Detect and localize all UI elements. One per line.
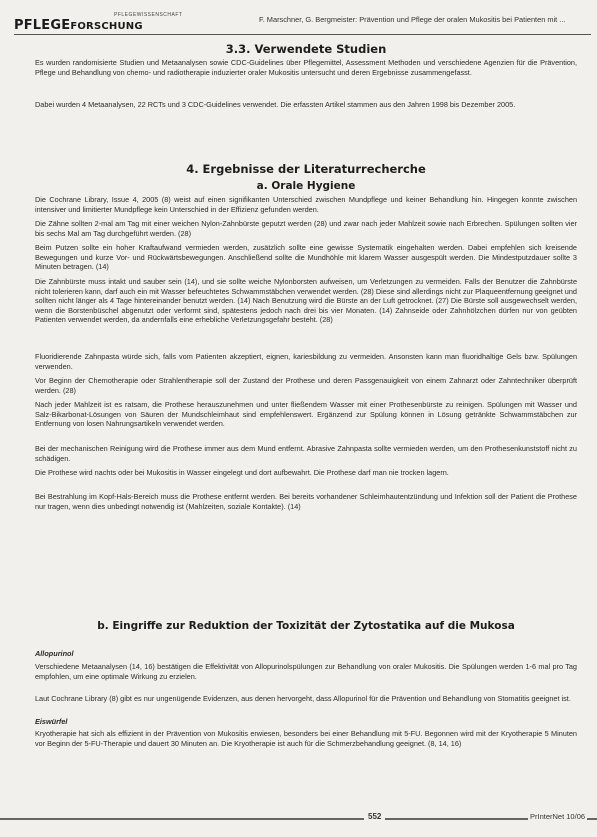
logo-tagline: PFLEGEWISSENSCHAFT	[114, 12, 183, 18]
paragraph: Beim Putzen sollte ein hoher Kraftaufwand vermieden werden, zusätzlich sollte eine gewisse Systematik eingehalten werden. Dabei empfehlen sich kreisende Bewegungen und kurze Vor- und Rückwärtsbewegungen. Anschließend sollte die Mundhöhle mit klarem Wasser ausgespült werden. Die Mindestputzdauer sollte 3 Minuten betragen. (14)	[35, 243, 577, 272]
paragraph: Die Zahnbürste muss intakt und sauber sein (14), und sie sollte weiche Nylonborsten aufweisen, um Verletzungen zu vermeiden. Falls der Benutzer die Zahnbürste nicht tolerieren kann, darf auch ein mit Wasser befeuchtetes Schwammstäbchen verwendet werden. (28) Diese sind allerdings nicht zur Plaqueentfernung geeignet und sollten nicht länger als 4 Tage hintereinander benutzt werden. (14) Nach Benutzung wird die Bürste an der Luft getrocknet. (27) Die Bürste soll ausgewechselt werden, wenn die Borstenbüschel abgenutzt oder verformt sind, spätestens jedoch nach drei bis vier Monaten. (14) Zahnseide oder Zahnhölzchen dürfen nur von geübten Patienten verwendet werden, da andernfalls eine erhebliche Verletzungsgefahr besteht. (28)	[35, 277, 577, 325]
section-3-3-heading: 3.3. Verwendete Studien	[225, 42, 387, 56]
journal-logo	[14, 18, 143, 33]
paragraph: Fluoridierende Zahnpasta würde sich, falls vom Patienten akzeptiert, eignen, kariesbildung zu vermeiden. Ansonsten kann man fluoridhaltige Gels bzw. Spülungen verwenden.	[35, 352, 577, 371]
running-title: F. Marschner, G. Bergmeister: Prävention und Pflege der oralen Mukositis bei Patienten mit ...	[259, 15, 566, 24]
paragraph: Die Zähne sollten 2-mal am Tag mit einer weichen Nylon-Zahnbürste geputzt werden (28) und zwar nach jeder Mahlzeit sowie nach Erbrechen. Spülungen sollten vier bis sechs Mal am Tag durchgeführt werden. (28)	[35, 219, 577, 238]
eiswuerfel-label: Eiswürfel	[35, 717, 68, 726]
eiswuerfel-paragraph: Kryotherapie hat sich als effizient in der Prävention von Mukositis erwiesen, besonders bei einer Behandlung mit 5-FU. Begonnen wird mit der Kryotherapie 5 Minuten vor Beginn der 5-FU-Therapie und dauert 30 Minuten an. Die Kryotherapie ist auch für die Schmerzbehandlung geeignet. (8, 14, 16)	[35, 729, 577, 748]
subsection-b-heading: b. Eingriffe zur Reduktion der Toxizität der Zytostatika auf die Mukosa	[97, 620, 515, 632]
allopurinol-paragraph-2: Laut Cochrane Library (8) gibt es nur ungenügende Evidenzen, aus denen hervorgeht, dass Allopurinol für die Prävention und Behandlung von Stomatitis geeignet ist.	[35, 694, 571, 703]
paragraph: Nach jeder Mahlzeit ist es ratsam, die Prothese herauszunehmen und unter fließendem Wasser mit einer Prothesenbürste zu reinigen. Spülungen mit Wasser und Salz-Bikarbonat-Lösungen von Säuren der Mundschleimhaut sind empfehlenswert. Ergänzend zur Spülung können in Lösung getränkte Schwammstäbchen zur Entfernung von losen Nahrungsartikeln verwendet werden.	[35, 400, 577, 429]
paragraph: Bei der mechanischen Reinigung wird die Prothese immer aus dem Mund entfernt. Abrasive Zahnpasta sollte vermieden werden, um den Prothesenkunststoff nicht zu schädigen.	[35, 444, 577, 463]
logo-main: PFLEGE	[14, 18, 71, 33]
subsection-a-heading: a. Orale Hygiene	[256, 180, 356, 192]
section-3-3-paragraph-2: Dabei wurden 4 Metaanalysen, 22 RCTs und 3 CDC-Guidelines verwendet. Die erfassten Artikel stammen aus den Jahren 1998 bis Dezember 2005.	[35, 100, 516, 109]
paragraph: Vor Beginn der Chemotherapie oder Strahlentherapie soll der Zustand der Prothese und deren Passgenauigkeit von einem Zahnarzt oder Zahntechniker überprüft werden. (28)	[35, 376, 577, 395]
journal-issue: PrInterNet 10/06	[530, 812, 586, 821]
paragraph: Die Prothese wird nachts oder bei Mukositis in Wasser eingelegt und dort aufbewahrt. Die Prothese darf man nie trocken lagern.	[35, 468, 449, 477]
header-divider	[14, 34, 591, 35]
page-header	[14, 6, 589, 36]
paragraph: Bei Bestrahlung im Kopf-Hals-Bereich muss die Prothese entfernt werden. Bei bereits vorhandener Schleimhautentzündung und Infektion soll der Patient die Prothese nur tragen, wenn dies unbedingt notwendig ist (Mahlzeiten, soziale Kontakte). (14)	[35, 492, 577, 511]
section-3-3-paragraph-1: Es wurden randomisierte Studien und Metaanalysen sowie CDC-Guidelines über Pflegemittel, Assessment Methoden und verschiedene Agenzien für die Prävention, Pflege und Behandlung von chemo- und radiotherapie induzierter oraler Mukositis untersucht und deren Ergebnisse zusammengefasst.	[35, 58, 577, 77]
allopurinol-label: Allopurinol	[35, 649, 74, 658]
footer-divider	[0, 818, 597, 820]
section-4-heading: 4. Ergebnisse der Literaturrecherche	[186, 162, 426, 176]
allopurinol-paragraph-1: Verschiedene Metaanalysen (14, 16) bestätigen die Effektivität von Allopurinolspülungen zur Behandlung von oraler Mukositis. Die Spülungen werden 1-6 mal pro Tag empfohlen, um eine optimale Wirkung zu erzielen.	[35, 662, 577, 681]
logo-second: FORSCHUNG	[70, 21, 143, 32]
paragraph: Die Cochrane Library, Issue 4, 2005 (8) weist auf einen signifikanten Unterschied zwischen Mundpflege und keiner Behandlung hin. Hingegen konnte zwischen intensiver und limitierter Mundpflege kein Unterschied in der Effizienz gefunden werden.	[35, 195, 577, 214]
page-number: 552	[364, 812, 385, 821]
